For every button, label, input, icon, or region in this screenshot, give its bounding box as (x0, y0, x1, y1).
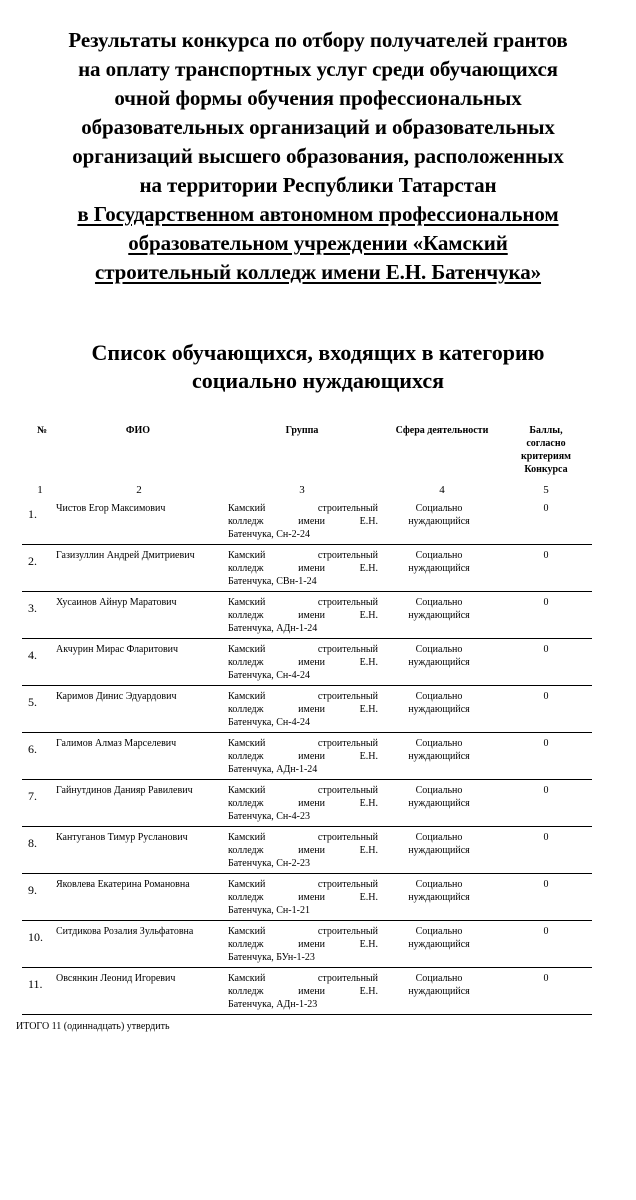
org-word: имени (298, 892, 325, 903)
score-value: 0 (543, 973, 549, 984)
student-name: Каримов Динис Эдуардович (56, 691, 177, 702)
field-line: нуждающийся (408, 563, 470, 574)
header-group: Группа (285, 425, 319, 436)
group-code: Батенчука, БУн-1-23 (228, 952, 315, 963)
org-word: строительный (317, 738, 378, 749)
header-score (510, 424, 582, 476)
field-cell (384, 549, 494, 575)
field-line: нуждающийся (408, 939, 470, 950)
field-cell (384, 690, 494, 716)
group-code: Батенчука, АДн-1-24 (228, 764, 318, 775)
title-line: организаций высшего образования, расположенных (72, 144, 564, 168)
field-line: нуждающийся (408, 704, 470, 715)
header-score-line: Конкурса (524, 464, 568, 475)
table-row (22, 968, 592, 1015)
org-word: Камский (228, 785, 266, 796)
org-word: Е.Н. (359, 986, 378, 997)
group-code: Батенчука, АДн-1-23 (228, 999, 318, 1010)
score-value: 0 (543, 738, 549, 749)
row-number: 8. (28, 836, 37, 850)
table-row (22, 874, 592, 921)
title-line: Результаты конкурса по отбору получателей грантов (68, 28, 568, 52)
org-word: имени (298, 798, 325, 809)
group-cell (228, 831, 378, 870)
org-word: колледж (228, 845, 264, 856)
org-word: имени (298, 986, 325, 997)
column-number: 2 (136, 484, 142, 496)
org-word: Е.Н. (359, 516, 378, 527)
table-row (22, 733, 592, 780)
score-value: 0 (543, 550, 549, 561)
score-value: 0 (543, 597, 549, 608)
student-name: Газизуллин Андрей Дмитриевич (56, 550, 195, 561)
field-cell (384, 972, 494, 998)
header-number: № (36, 425, 48, 436)
org-word: Камский (228, 973, 266, 984)
org-word: Камский (228, 832, 266, 843)
institution-line: в Государственном автономном профессиональном (77, 202, 559, 226)
field-line: Социально (415, 832, 463, 843)
org-word: имени (298, 845, 325, 856)
org-word: имени (298, 516, 325, 527)
row-number: 5. (28, 695, 37, 709)
row-number: 4. (28, 648, 37, 662)
org-word: колледж (228, 563, 264, 574)
title-line: на территории Республики Татарстан (139, 173, 497, 197)
table-row (22, 686, 592, 733)
score-value: 0 (543, 926, 549, 937)
total-note: ИТОГО 11 (одиннадцать) утвердить (16, 1021, 170, 1032)
org-word: Камский (228, 738, 266, 749)
org-word: Е.Н. (359, 657, 378, 668)
org-word: колледж (228, 892, 264, 903)
field-cell (384, 878, 494, 904)
group-cell (228, 972, 378, 1011)
table-row (22, 498, 592, 545)
org-word: колледж (228, 986, 264, 997)
group-cell (228, 643, 378, 682)
column-number: 1 (37, 484, 43, 496)
row-number: 2. (28, 554, 37, 568)
org-word: колледж (228, 657, 264, 668)
header-fio: ФИО (125, 425, 151, 436)
org-word: Камский (228, 550, 266, 561)
group-code: Батенчука, Сн-4-23 (228, 811, 310, 822)
score-value: 0 (543, 644, 549, 655)
row-number: 3. (28, 601, 37, 615)
group-code: Батенчука, СВн-1-24 (228, 576, 317, 587)
org-word: Камский (228, 597, 266, 608)
group-cell (228, 549, 378, 588)
org-word: Е.Н. (359, 610, 378, 621)
org-word: строительный (317, 879, 378, 890)
group-cell (228, 502, 378, 541)
group-code: Батенчука, Сн-4-24 (228, 670, 310, 681)
student-name: Кантуганов Тимур Русланович (56, 832, 188, 843)
institution-line: строительный колледж имени Е.Н. Батенчука» (94, 260, 542, 284)
group-cell (228, 737, 378, 776)
table-row (22, 592, 592, 639)
org-word: имени (298, 939, 325, 950)
field-line: Социально (415, 644, 463, 655)
field-line: Социально (415, 597, 463, 608)
student-name: Овсянкин Леонид Игоревич (56, 973, 176, 984)
table-row (22, 921, 592, 968)
title-line: на оплату транспортных услуг среди обучающихся (78, 57, 558, 81)
org-word: Е.Н. (359, 751, 378, 762)
subtitle-line: Список обучающихся, входящих в категорию (91, 340, 545, 365)
row-number: 1. (28, 507, 37, 521)
org-word: имени (298, 610, 325, 621)
org-word: имени (298, 563, 325, 574)
org-word: имени (298, 751, 325, 762)
field-line: Социально (415, 738, 463, 749)
row-number: 7. (28, 789, 37, 803)
field-line: нуждающийся (408, 610, 470, 621)
org-word: имени (298, 704, 325, 715)
org-word: строительный (317, 832, 378, 843)
score-value: 0 (543, 691, 549, 702)
row-number: 11. (28, 977, 43, 991)
org-word: Е.Н. (359, 798, 378, 809)
group-code: Батенчука, Сн-2-24 (228, 529, 310, 540)
field-line: Социально (415, 879, 463, 890)
org-word: Е.Н. (359, 892, 378, 903)
title-line: образовательных организаций и образовательных (81, 115, 555, 139)
org-word: строительный (317, 503, 378, 514)
org-word: колледж (228, 939, 264, 950)
column-number: 4 (439, 484, 445, 496)
org-word: Е.Н. (359, 563, 378, 574)
header-score-line: согласно (526, 438, 566, 449)
group-code: Батенчука, Сн-1-21 (228, 905, 310, 916)
student-name: Яковлева Екатерина Романовна (56, 879, 190, 890)
title-line: очной формы обучения профессиональных (114, 86, 522, 110)
student-name: Ситдикова Розалия Зульфатовна (56, 926, 194, 937)
table-row (22, 827, 592, 874)
org-word: строительный (317, 550, 378, 561)
row-number: 10. (28, 930, 43, 944)
score-value: 0 (543, 879, 549, 890)
org-word: строительный (317, 926, 378, 937)
org-word: колледж (228, 704, 264, 715)
field-line: нуждающийся (408, 845, 470, 856)
header-score-line: критериям (521, 451, 571, 462)
field-cell (384, 596, 494, 622)
org-word: Камский (228, 503, 266, 514)
column-number: 3 (299, 484, 305, 496)
field-line: Социально (415, 926, 463, 937)
field-line: Социально (415, 785, 463, 796)
field-cell (384, 925, 494, 951)
org-word: строительный (317, 785, 378, 796)
field-cell (384, 643, 494, 669)
group-cell (228, 784, 378, 823)
group-cell (228, 878, 378, 917)
org-word: колледж (228, 751, 264, 762)
score-value: 0 (543, 503, 549, 514)
field-line: нуждающийся (408, 892, 470, 903)
group-code: Батенчука, АДн-1-24 (228, 623, 318, 634)
group-cell (228, 925, 378, 964)
student-name: Хусаинов Айнур Маратович (56, 597, 177, 608)
table-row (22, 780, 592, 827)
field-line: нуждающийся (408, 657, 470, 668)
field-cell (384, 502, 494, 528)
field-cell (384, 737, 494, 763)
header-score-line: Баллы, (529, 425, 563, 436)
document-title (20, 26, 616, 287)
org-word: строительный (317, 597, 378, 608)
field-line: нуждающийся (408, 986, 470, 997)
org-word: строительный (317, 644, 378, 655)
institution-line: образовательном учреждении «Камский (128, 231, 508, 255)
field-cell (384, 784, 494, 810)
column-number: 5 (543, 484, 549, 496)
org-word: строительный (317, 691, 378, 702)
group-cell (228, 596, 378, 635)
org-word: Камский (228, 879, 266, 890)
org-word: Камский (228, 691, 266, 702)
score-value: 0 (543, 785, 549, 796)
field-line: нуждающийся (408, 751, 470, 762)
row-number: 6. (28, 742, 37, 756)
org-word: Е.Н. (359, 704, 378, 715)
subtitle-line: социально нуждающихся (191, 368, 445, 393)
student-name: Галимов Алмаз Марселевич (56, 738, 177, 749)
score-value: 0 (543, 832, 549, 843)
field-line: Социально (415, 550, 463, 561)
org-word: колледж (228, 516, 264, 527)
list-subtitle (20, 339, 616, 395)
header-field: Сфера деятельности (395, 425, 489, 436)
group-code: Батенчука, Сн-2-23 (228, 858, 310, 869)
org-word: колледж (228, 610, 264, 621)
student-name: Гайнутдинов Данияр Равилевич (56, 785, 193, 796)
org-word: Камский (228, 644, 266, 655)
field-line: нуждающийся (408, 798, 470, 809)
org-word: Е.Н. (359, 939, 378, 950)
table-row (22, 639, 592, 686)
field-line: Социально (415, 691, 463, 702)
org-word: колледж (228, 798, 264, 809)
org-word: имени (298, 657, 325, 668)
group-code: Батенчука, Сн-4-24 (228, 717, 310, 728)
org-word: Е.Н. (359, 845, 378, 856)
row-divider (22, 1014, 592, 1015)
field-cell (384, 831, 494, 857)
group-cell (228, 690, 378, 729)
student-name: Акчурин Мирас Фларитович (56, 644, 179, 655)
student-name: Чистов Егор Максимович (56, 503, 166, 514)
row-number: 9. (28, 883, 37, 897)
org-word: Камский (228, 926, 266, 937)
field-line: Социально (415, 973, 463, 984)
org-word: строительный (317, 973, 378, 984)
table-row (22, 545, 592, 592)
field-line: Социально (415, 503, 463, 514)
field-line: нуждающийся (408, 516, 470, 527)
